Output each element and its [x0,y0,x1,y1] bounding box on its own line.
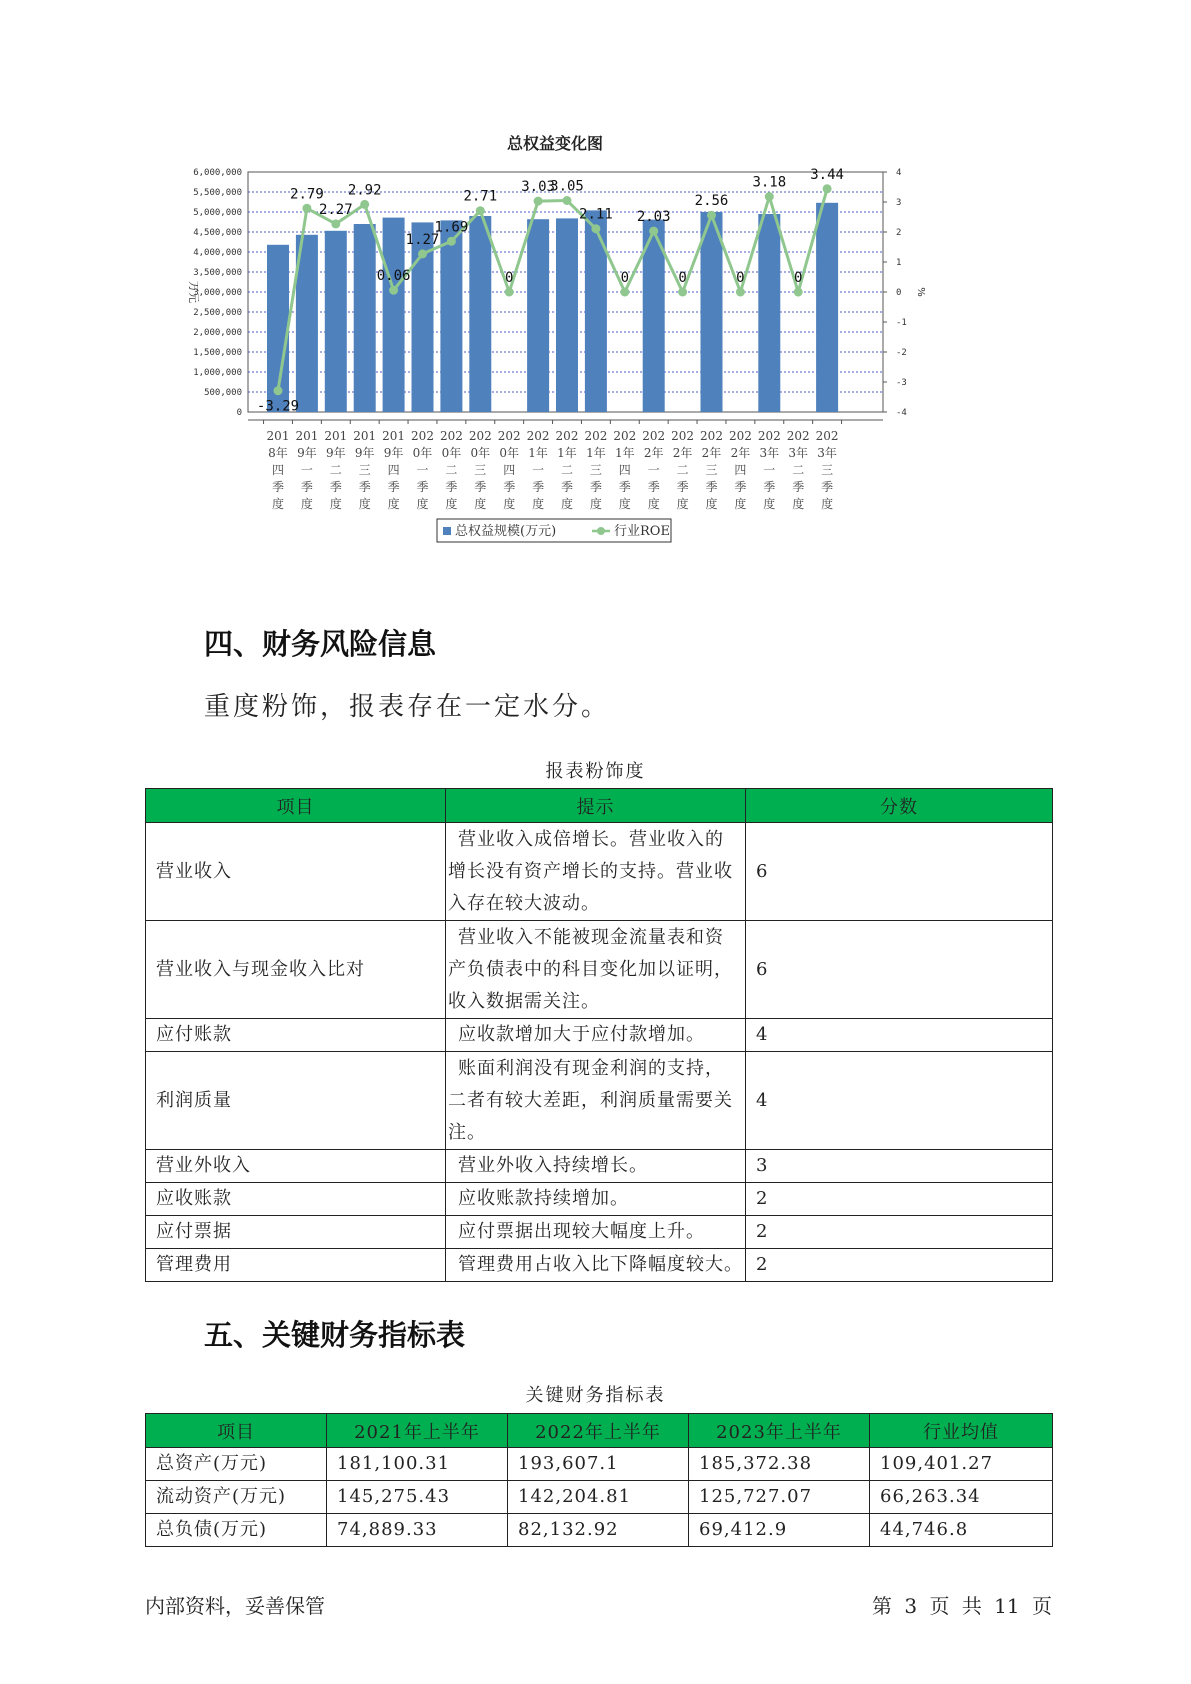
key-header-2023: 2023年上半年 [689,1414,870,1448]
risk-score: 6 [746,823,1053,921]
risk-score: 3 [746,1150,1053,1183]
roe-data-label: 3.05 [550,178,584,195]
equity-bar [758,214,780,412]
risk-table [145,788,1053,1282]
risk-table-caption: 报表粉饰度 [545,761,646,782]
roe-point [505,288,514,297]
x-tick-label: 202 1年二季度 [555,429,579,511]
risk-item: 应付账款 [146,1019,446,1052]
risk-item: 应付票据 [146,1216,446,1249]
key-row [146,1514,1053,1547]
roe-data-label: -3.29 [256,398,300,415]
y-tick-label: 3,000,000 [193,288,242,298]
roe-data-label: 2.03 [636,209,671,226]
risk-tip-line: 产负债表中的科目变化加以证明， [448,958,733,980]
section-4-heading: 四、财务风险信息 [204,627,437,661]
equity-bar [469,216,491,412]
key-header-2022: 2022年上半年 [508,1414,689,1448]
risk-score: 2 [746,1249,1053,1282]
roe-point [649,227,658,236]
roe-data-label: 0 [620,270,630,286]
legend-line-marker [597,527,605,535]
risk-row [146,1019,1053,1052]
key-value: 69,412.9 [689,1514,870,1547]
risk-item: 应收账款 [146,1183,446,1216]
risk-tip [446,1249,746,1282]
risk-tip-line: 入存在较大波动。 [448,892,600,914]
key-value: 109,401.27 [870,1448,1053,1481]
roe-point [534,197,543,206]
roe-point [331,219,340,228]
key-value: 142,204.81 [508,1481,689,1514]
key-value: 82,132.92 [508,1514,689,1547]
risk-item: 营业收入与现金收入比对 [146,921,446,1019]
y-axis-title: 万元 [187,281,200,303]
risk-tip-line: 账面利润没有现金利润的支持， [458,1057,724,1079]
y2-tick-label: -2 [896,348,907,358]
risk-score: 2 [746,1216,1053,1249]
roe-data-label: 2.71 [463,188,498,205]
y-tick-label: 5,500,000 [193,188,242,198]
risk-table-header [146,789,1053,823]
y2-tick-label: 1 [896,258,902,268]
roe-point [591,224,600,233]
key-header-item: 项目 [146,1414,327,1448]
y-tick-label: 1,000,000 [193,368,242,378]
risk-item: 营业收入 [146,823,446,921]
x-tick-label: 202 2年三季度 [700,429,723,511]
x-tick-label: 202 2年二季度 [671,429,695,511]
roe-data-label: 3.03 [521,179,555,196]
risk-row [146,921,1053,1019]
equity-bar [816,203,838,412]
equity-bar [527,219,549,412]
roe-data-label: 1.69 [434,219,469,236]
risk-row [146,1052,1053,1150]
risk-tip-line: 增长没有资产增长的支持。营业收 [448,860,733,882]
x-tick-label: 201 9年四季度 [382,429,406,511]
key-value: 74,889.33 [327,1514,508,1547]
risk-tip-line: 应收账款持续增加。 [458,1188,629,1209]
legend-bar-label: 总权益规模(万元) [455,524,557,539]
x-tick-label: 201 9年一季度 [295,429,319,511]
y2-tick-label: 0 [896,288,902,298]
risk-row [146,1183,1053,1216]
risk-tip [446,1183,746,1216]
x-tick-label: 202 0年四季度 [497,429,521,511]
x-tick-label: 202 0年三季度 [468,429,492,511]
x-tick-label: 201 9年二季度 [324,429,348,511]
equity-bar [701,212,723,412]
x-tick-label: 202 1年一季度 [526,429,550,511]
roe-point [563,196,572,205]
roe-data-label: 0 [678,270,687,286]
roe-data-label: 2.92 [347,182,382,199]
equity-chart-svg [180,135,1020,595]
risk-score: 6 [746,921,1053,1019]
x-tick-label: 202 0年一季度 [411,429,434,511]
risk-tip-line: 营业收入成倍增长。营业收入的 [458,828,724,850]
key-item: 总负债(万元) [146,1514,327,1547]
y-tick-label: 2,500,000 [193,308,242,318]
equity-bar [440,220,462,412]
roe-point [794,288,803,297]
roe-point [823,184,832,193]
key-metrics-table [145,1413,1053,1547]
y-tick-label: 3,500,000 [193,268,242,278]
risk-tip [446,1019,746,1052]
roe-point [418,249,427,258]
risk-item: 管理费用 [146,1249,446,1282]
key-value: 145,275.43 [327,1481,508,1514]
roe-data-label: 2.27 [318,201,353,218]
y-tick-label: 4,000,000 [193,248,242,258]
roe-data-label: 1.27 [405,231,440,248]
roe-data-label: 0 [504,270,514,286]
key-header-industry: 行业均值 [870,1414,1053,1448]
x-tick-label: 202 3年三季度 [815,429,839,511]
y-tick-label: 0 [236,408,242,418]
risk-tip-line: 管理费用占收入比下降幅度较大。 [458,1254,743,1275]
equity-chart [180,135,1020,595]
equity-bar [325,231,347,412]
roe-point [736,288,745,297]
risk-tip-line: 应收款增加大于应付款增加。 [458,1024,705,1045]
x-tick-label: 202 2年一季度 [642,429,666,511]
y2-tick-label: 4 [896,168,902,178]
roe-data-label: 2.11 [579,206,613,223]
risk-row [146,1216,1053,1249]
key-value: 125,727.07 [689,1481,870,1514]
equity-bar [556,218,578,412]
y-tick-label: 500,000 [204,388,242,398]
key-item: 总资产(万元) [146,1448,327,1481]
x-tick-label: 202 3年二季度 [786,429,810,511]
y2-tick-label: -1 [896,318,907,328]
risk-tip-line: 收入数据需关注。 [448,990,600,1012]
roe-point [620,288,629,297]
key-value: 185,372.38 [689,1448,870,1481]
equity-bar [585,210,607,412]
risk-header-score: 分数 [746,789,1053,823]
section-5-heading: 五、关键财务指标表 [204,1318,466,1352]
key-row [146,1448,1053,1481]
y2-tick-label: 2 [896,228,902,238]
risk-tip [446,1150,746,1183]
risk-row [146,1150,1053,1183]
risk-summary: 重度粉饰，报表存在一定水分。 [204,692,611,722]
roe-data-label: 0 [736,270,745,286]
roe-data-label: 2.56 [694,193,729,210]
footer-page-number: 第 3 页 共 11 页 [872,1594,1052,1618]
roe-data-label: 0.06 [376,268,411,285]
y2-tick-label: 3 [896,198,902,208]
risk-header-tip: 提示 [446,789,746,823]
x-tick-label: 202 1年三季度 [584,429,608,511]
key-value: 44,746.8 [870,1514,1053,1547]
key-header-2021: 2021年上半年 [327,1414,508,1448]
key-value: 193,607.1 [508,1448,689,1481]
x-tick-label: 202 2年四季度 [728,429,752,511]
footer-confidential: 内部资料，妥善保管 [145,1594,325,1618]
y2-tick-label: -3 [896,378,907,388]
equity-bar [354,224,376,412]
key-value: 181,100.31 [327,1448,508,1481]
risk-tip-line: 营业外收入持续增长。 [458,1155,648,1176]
roe-point [360,200,369,209]
roe-data-label: 2.79 [290,186,324,203]
risk-tip-line: 营业收入不能被现金流量表和资 [458,926,724,948]
risk-score: 4 [746,1052,1053,1150]
risk-tip [446,1052,746,1150]
risk-tip [446,1216,746,1249]
x-tick-label: 201 9年三季度 [353,429,377,511]
risk-tip-line: 注。 [448,1121,486,1143]
risk-tip [446,921,746,1019]
y-tick-label: 5,000,000 [193,208,242,218]
roe-point [707,211,716,220]
key-item: 流动资产(万元) [146,1481,327,1514]
risk-tip-line: 应付票据出现较大幅度上升。 [458,1221,705,1242]
key-table-header [146,1414,1053,1448]
risk-row [146,1249,1053,1282]
x-tick-label: 202 0年二季度 [439,429,463,511]
y2-axis-title: % [915,287,926,297]
key-value: 66,263.34 [870,1481,1053,1514]
y-tick-label: 4,500,000 [193,228,242,238]
chart-title: 总权益变化图 [506,135,604,153]
roe-data-label: 3.44 [810,166,844,183]
risk-score: 2 [746,1183,1053,1216]
roe-point [476,206,485,215]
roe-point [274,386,283,395]
risk-row [146,823,1053,921]
risk-item: 利润质量 [146,1052,446,1150]
roe-data-label: 3.18 [752,174,787,191]
roe-data-label: 0 [793,270,803,286]
roe-point [447,237,456,246]
roe-point [302,204,311,213]
x-tick-label: 202 3年一季度 [757,429,781,511]
roe-point [389,286,398,295]
legend-bar-swatch [443,527,451,535]
legend-line-label: 行业ROE [614,524,670,539]
y-tick-label: 2,000,000 [193,328,242,338]
roe-point [765,192,774,201]
risk-header-item: 项目 [146,789,446,823]
key-table-caption: 关键财务指标表 [525,1385,666,1406]
risk-score: 4 [746,1019,1053,1052]
equity-bar [383,218,405,412]
key-row [146,1481,1053,1514]
x-tick-label: 202 1年四季度 [613,429,637,511]
risk-tip-line: 二者有较大差距，利润质量需要关 [448,1089,733,1111]
risk-item: 营业外收入 [146,1150,446,1183]
x-tick-label: 201 8年四季度 [266,429,290,511]
y-tick-label: 1,500,000 [193,348,242,358]
risk-tip [446,823,746,921]
roe-point [678,288,687,297]
y2-tick-label: -4 [896,408,907,418]
y-tick-label: 6,000,000 [193,168,242,178]
